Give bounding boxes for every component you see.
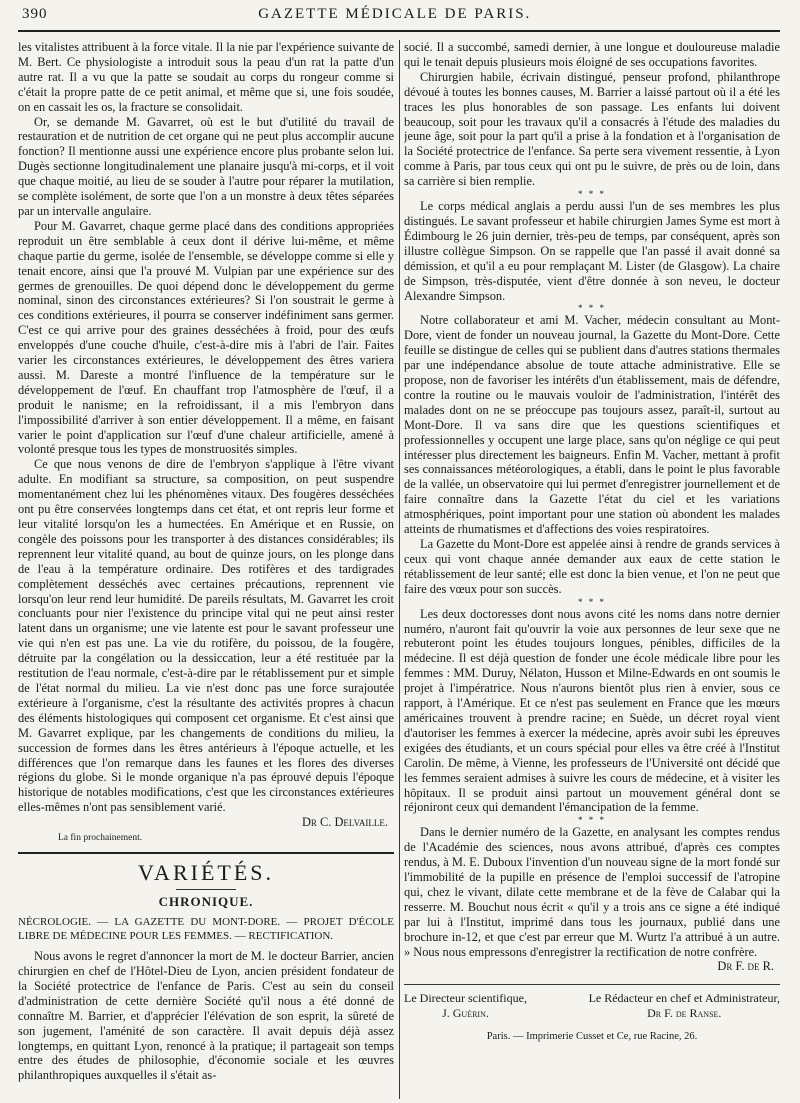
right-column (404, 40, 780, 1099)
editor-name: Dr F. de Ranse. (647, 1006, 722, 1021)
section-rule (18, 852, 394, 854)
paragraph: Dans le dernier numéro de la Gazette, en analysant les comptes rendus de l'Académie des sciences, nous avons attribué, d'après ces comptes rendus, à M. E. Duboux l'invention d'un nouveau signe de la mort fondé sur l'immobilité de la pupille en présence de l'emploi successif de l'atropine qui, chez le vivant, dilate cette membrane et de la fève de Calabar qui la resserre. M. Bouchut nous écrit « qu'il y a trois ans ce signe a été indiqué par lui à l'Institut, imprimé dans tous les journaux, publié dans une brochure in-12, et que c'est par erreur que M. Wurtz l'a attribué à un autre. » Nous nous empressons d'enregistrer la rectification de notre confrère. (404, 825, 780, 959)
paragraph: Notre collaborateur et ami M. Vacher, médecin consultant au Mont-Dore, vient de fonder un nouveau journal, la Gazette du Mont-Dore. Cette feuille se distingue de celles qui se publient dans d'autres stations thermales par une indépendance absolue de toute attache administrative. Elle se propose, non de favoriser les intérêts d'un établissement, mais de défendre, contre la routine ou le mauvais vouloir de l'administration, l'intérêt des malades dont on ne se préoccupe pas toujours assez, paraît-il, surtout au Mont-Dore. Il va sans dire que les questions scientifiques et professionnelles y occupent une large place, sans qu'on néglige ce qui peut intéresser plus directement les baigneurs. Enfin M. Vacher, mettant à profit ses connaissances météorologiques, a établi, dans le point le plus favorable de la vallée, un observatoire qui lui permet d'enregistrer journellement et de faire connaître dans la Gazette l'état du ciel et les variations atmosphériques, point important pour une station où abondent les malades atteints de rhumatismes et d'affections des voies respiratoires. (404, 313, 780, 537)
paragraph: socié. Il a succombé, samedi dernier, à une longue et douloureuse maladie qui le tenait depuis plusieurs mois éloigné de ses occupations favorites. (404, 40, 780, 69)
paragraph: les vitalistes attribuent à la force vitale. Il la nie par l'expérience suivante de M. Bert. Ce physiologiste a introduit sous la peau d'un rat la patte d'un autre rat. Il a vu que la patte se soudait au corps du rongeur comme si c'était la propre patte de ce petit animal, et même que si, une fois soudée, on en cassait les os, la fracture se consolidait. (18, 40, 394, 114)
section-title: VARIÉTÉS. (138, 860, 274, 886)
printer-imprint: Paris. — Imprimerie Cusset et Ce, rue Racine, 26. (486, 1031, 698, 1043)
director-role: Le Directeur scientifique, (404, 991, 527, 1006)
continued-note: La fin prochainement. (58, 833, 143, 844)
paragraph: Les deux doctoresses dont nous avons cité les noms dans notre dernier numéro, n'auront fait qu'ouvrir la voie aux personnes de leur sexe que ne rebuteront point les études toujours longues, pénibles, difficiles de la médecine. Il est déjà question de fonder une école médicale libre pour les femmes : MM. Duruy, Nélaton, Husson et Milne-Edwards en ont soumis le projet à l'impératrice. Nous n'aurons bientôt plus rien à envier, sous ce rapport, à l'Amérique. Et ce n'est pas seulement en France que les mœurs américaines trouvent à prendre racine; en Suède, un décret royal vient d'autoriser les femmes à exercer la médecine, après avoir subi les épreuves exigées des étudiants, et un cours spécial pour elles va être créé à l'Institut Carolin. De même, à Vienne, les professeurs de l'Université ont décidé que les femmes seraient admises à suivre les cours de médecine, et à visiter les hôpitaux. Il se produit ainsi partout un mouvement général dont se réjoniront ceux qui demandent l'émancipation de la femme. (404, 606, 780, 815)
paragraph: Chirurgien habile, écrivain distingué, penseur profond, philanthrope dévoué à toutes les bonnes causes, M. Barrier a laissé partout où il a été les traces les plus honorables de son passage. Les enfants lui doivent beaucoup, soit pour les travaux qu'il a consacrés à l'étude des maladies du jeune âge, soit pour la part qu'il a prise à la fondation et à l'organisation de la Société protectrice de l'enfance. Sa perte sera vivement ressentie, à Lyon comme à Paris, par tous ceux qui ont pu le suivre, de près ou de loin, dans sa carrière si bien remplie. (404, 69, 780, 189)
title-rule (176, 889, 236, 890)
editorial-footer (404, 991, 780, 1021)
page-number: 390 (22, 6, 48, 22)
column-divider (399, 40, 400, 1099)
paragraph: Nous avons le regret d'annoncer la mort de M. le docteur Barrier, ancien chirurgien en chef de l'Hôtel-Dieu de Lyon, ancien président fondateur de la Société protectrice de l'enfance de Paris. C'est au sein du conseil d'administration de cette dernière Société qu'il nous a été donné de connaître M. Barrier, et d'apprécier l'élévation de son esprit, la sûreté de son jugement, l'aménité de son caractère. Il avait depuis déjà assez longtemps, en quittant Lyon, renoncé à la pratique; il partageait son temps entre des études de philosophie, d'économie sociale et les œuvres philanthropiques auxquelles il s'était as- (18, 949, 394, 1083)
separator-stars: * * * (578, 189, 606, 200)
paragraph: Pour M. Gavarret, chaque germe placé dans des conditions appropriées reproduit un être semblable à ceux dont il dérive lui-même, et même chaque partie du germe, isolée de l'ensemble, se développe comme si elle y tenait encore, ainsi que l'a prouvé M. Vulpian par une expérience sur des germes de grenouilles. De quoi dépend donc le développement du germe nominal, sinon des circonstances extérieures? Si l'on soustrait le germe à ces conditions extérieures, il pourra se conserver indéfiniment sans germer. C'est ce qui arrive pour des graines desséchées à froid, pour des œufs enveloppés d'une couche d'huile, c'est-à-dire mis à l'abri de l'air. Faites varier les circonstances extérieures, le développement des êtres variera aussi. M. Dareste a montré l'influence de la température sur le développement de l'œuf. En chauffant trop l'atmosphère de l'œuf, il a produit le nanisme; en la refroidissant, il a mis l'embryon dans l'impossibilité d'arriver à son entier développement. Il a même, en faisant varier le point d'application sur l'œuf d'une chaleur artificielle, amené à volonté presque tous les types de monstruosités simples. (18, 218, 394, 457)
paragraph: Ce que nous venons de dire de l'embryon s'applique à l'être vivant adulte. En modifiant sa structure, sa composition, on peut suspendre momentanément chez lui les phénomènes vitaux. Des fougères desséchées ont pu être conservées longtemps dans cet état, et ont repris leur forme et leur vitalité lorsqu'on les a humectées. En Amérique et en Russie, on congèle des poissons pour les transporter à des distances considérables; ils reprennent leur vitalité quand, au bout de quinze jours, on les plonge dans de l'eau à la température ordinaire. Des rotifères et des tardigrades complètement desséchés avec certaines précautions, reprennent vie lorsqu'on leur rend leur humidité. De pareils résultats, M. Gavarret les croit concluants pour nier l'existence du principe vital qui ne peut ainsi rester latent dans un organisme; une vie latente est pour le savant professeur une vie qui n'en est pas une. La vie du rotifère, du poissou, de la fougère, détruite par la congélation ou la dessiccation, leur a été restituée par la restitution de l'eau normale, c'est-à-dire par le rétablissement pur et simple de l'état normal du milieu. La vie n'est donc pas une force surajoutée extérieure à l'organisme, c'est la résultante des activités propres à chacun des éléments histologiques qui composent cet organisme. Et c'est ainsi que M. Gavarret explique, par les changements de conditions du milieu, la succession de formes dans les êtres antérieurs à l'époque actuelle, et les différences que l'on remarque dans les faunes et les flores des diverses régions du globe. Si le monde organique n'a pas éprouvé depuis l'époque historique de notables modifications, c'est que les circonstances extérieures elles-mêmes n'ont pas sensiblement varié. (18, 457, 394, 815)
editor-role: Le Rédacteur en chef et Administrateur, (588, 991, 780, 1006)
author-signature: Dr C. Delvaille. (301, 815, 388, 830)
publication-title: GAZETTE MÉDICALE DE PARIS. (258, 6, 532, 22)
paragraph: Or, se demande M. Gavarret, où est le but d'utilité du travail de restauration et de nutrition de cet organe qui ne peut plus accomplir aucune fonction? Il mentionne aussi une expérience encore plus probante selon lui. Dugès sectionne longitudinalement une planaire jusqu'à mi-corps, et il voit que chaque moitié, au lieu de se souder à l'autre pour réparer la mutilation, se complète isolément, de sorte que l'on a un monstre à deux têtes séparées par un intervalle angulaire. (18, 114, 394, 218)
paragraph: La Gazette du Mont-Dore est appelée ainsi à rendre de grands services à ceux qui vont chaque année demander aux eaux de cette station le rétablissement de leur santé; elle est donc la bien venue, et l'on ne peut que faire des vœux pour son succès. (404, 537, 780, 596)
subsection-title: CHRONIQUE. (158, 894, 254, 910)
topics-summary: NÉCROLOGIE. — LA GAZETTE DU MONT-DORE. — PROJET D'ÉCOLE LIBRE DE MÉDECINE POUR LES FEMMES. — RECTIFICATION. (18, 916, 394, 942)
director-name: J. Guérin. (442, 1006, 489, 1021)
paragraph: Le corps médical anglais a perdu aussi l'un de ses membres les plus distingués. Le savant professeur et habile chirurgien James Syme est mort à Édimbourg le 26 juin dernier, très-peu de temps, par conséquent, après son illustre collègue Simpson. On se rappelle que l'an passé il avait donné sa démission, et qu'il a eu pour remplaçant M. Lister (de Glasgow). La chaire de Simpson, très-disputée, vient d'être donnée à son neveu, le docteur Alexandre Simpson. (404, 199, 780, 303)
left-column (18, 40, 394, 1099)
separator-stars: * * * (578, 596, 606, 607)
director-block (404, 991, 527, 1021)
editor-block (589, 991, 780, 1021)
columns (18, 40, 780, 1099)
separator-stars: * * * (578, 303, 606, 314)
page-header (18, 6, 780, 32)
author-signature: Dr F. de R. (717, 959, 774, 974)
separator-stars: * * * (578, 815, 606, 826)
footer-rule (404, 984, 780, 985)
